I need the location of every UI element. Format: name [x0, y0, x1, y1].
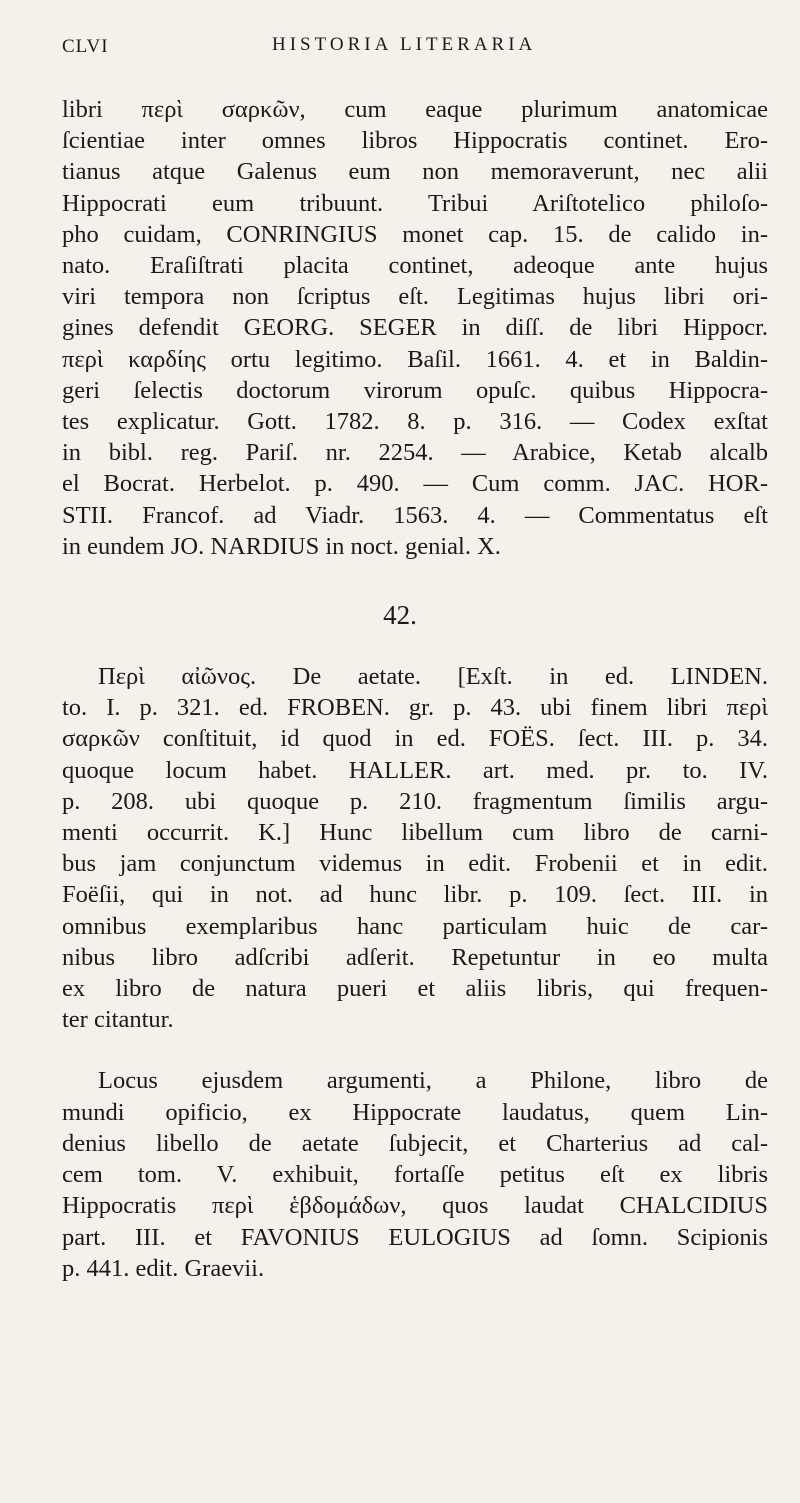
text-line: denius libello de aetate ſubjecit, et Charterius ad cal-: [62, 1129, 768, 1157]
running-title: HISTORIA LITERARIA: [272, 34, 537, 55]
text-line: pho cuidam, CONRINGIUS monet cap. 15. de calido in-: [62, 220, 768, 248]
text-line: part. III. et FAVONIUS EULOGIUS ad ſomn. Scipionis: [62, 1223, 768, 1251]
text-line: Hippocratis περὶ ἑβδομάδων, quos laudat CHALCIDIUS: [62, 1192, 768, 1220]
closing-paragraph: [62, 1065, 768, 1283]
text-line: ex libro de natura pueri et aliis libris, qui frequen-: [62, 975, 768, 1003]
text-line: p. 441. edit. Graevii.: [62, 1254, 265, 1282]
text-line: tianus atque Galenus eum non memoraverunt, nec alii: [62, 158, 768, 186]
text-line: ſcientiae inter omnes libros Hippocratis continet. Ero-: [62, 127, 768, 155]
text-line: geri ſelectis doctorum virorum opuſc. quibus Hippocra-: [62, 376, 768, 404]
text-line: STII. Francof. ad Viadr. 1563. 4. — Commentatus eſt: [62, 501, 768, 529]
running-header: [62, 28, 768, 68]
text-line: gines defendit GEORG. SEGER in diſſ. de libri Hippocr.: [62, 314, 768, 342]
text-line: Hippocrati eum tribuunt. Tribui Ariſtotelico philoſo-: [62, 189, 768, 217]
section-42-paragraph: [62, 661, 768, 1035]
text-line: σαρκῶν conſtituit, id quod in ed. FOËS. ſect. III. p. 34.: [62, 725, 768, 753]
text-line: περὶ καρδίης ortu legitimo. Baſil. 1661. 4. et in Baldin-: [62, 345, 768, 373]
text-line: mundi opificio, ex Hippocrate laudatus, quem Lin-: [62, 1098, 768, 1126]
text-line: Locus ejusdem argumenti, a Philone, libro de: [98, 1067, 768, 1095]
paragraph-continuation: [62, 94, 768, 562]
text-line: bus jam conjunctum videmus in edit. Frobenii et in edit.: [62, 850, 768, 878]
text-line: tes explicatur. Gott. 1782. 8. p. 316. — Codex exſtat: [62, 408, 768, 436]
text-line: nibus libro adſcribi adſerit. Repetuntur in eo multa: [62, 943, 768, 971]
text-line: in bibl. reg. Pariſ. nr. 2254. — Arabice, Ketab alcalb: [62, 439, 768, 467]
text-line: Foëſii, qui in not. ad hunc libr. p. 109. ſect. III. in: [62, 881, 768, 909]
text-line: menti occurrit. K.] Hunc libellum cum libro de carni-: [62, 819, 768, 847]
text-line: omnibus exemplaribus hanc particulam huic de car-: [62, 912, 768, 940]
text-line: el Bocrat. Herbelot. p. 490. — Cum comm. JAC. HOR-: [62, 470, 768, 498]
book-page: [62, 28, 768, 1284]
text-line: in eundem JO. NARDIUS in noct. genial. X.: [62, 532, 501, 560]
text-line: cem tom. V. exhibuit, fortaſſe petitus eſt ex libris: [62, 1161, 768, 1189]
text-line: libri περὶ σαρκῶν, cum eaque plurimum anatomicae: [62, 96, 768, 123]
text-line: nato. Eraſiſtrati placita continet, adeoque ante hujus: [62, 252, 768, 280]
page-number: CLVI: [62, 36, 109, 57]
text-line: quoque locum habet. HALLER. art. med. pr. to. IV.: [62, 756, 768, 784]
section-number: 42.: [383, 600, 417, 631]
text-line: viri tempora non ſcriptus eſt. Legitimas hujus libri ori-: [62, 283, 768, 311]
text-line: ter citantur.: [62, 1006, 174, 1034]
text-line: p. 208. ubi quoque p. 210. fragmentum ſimilis argu-: [62, 787, 768, 815]
text-line: to. I. p. 321. ed. FROBEN. gr. p. 43. ubi finem libri περὶ: [62, 694, 768, 722]
text-line: Περὶ αἰῶνος. De aetate. [Exſt. in ed. LINDEN.: [98, 663, 768, 691]
